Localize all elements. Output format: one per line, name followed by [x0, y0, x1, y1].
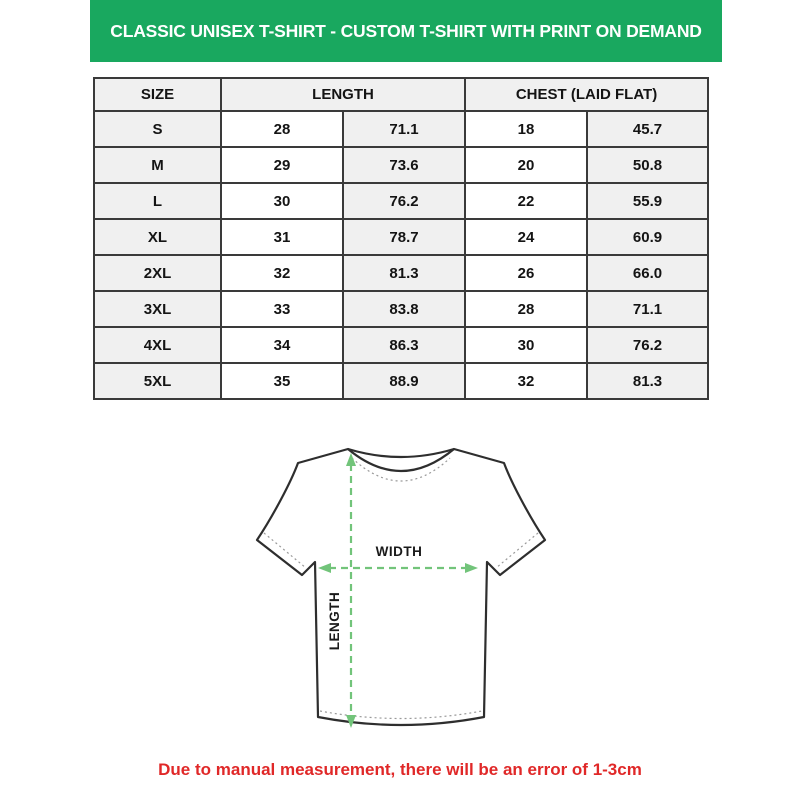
length-in-cell: 33 — [221, 291, 343, 327]
chest-cm-cell: 81.3 — [587, 363, 708, 399]
chest-in-cell: 32 — [465, 363, 587, 399]
column-header-size: SIZE — [94, 78, 221, 111]
width-arrow-label: WIDTH — [375, 544, 423, 559]
column-header-length: LENGTH — [221, 78, 465, 111]
length-in-cell: 35 — [221, 363, 343, 399]
size-table — [93, 77, 709, 400]
length-in-cell: 31 — [221, 219, 343, 255]
chest-in-cell: 28 — [465, 291, 587, 327]
table-row — [94, 147, 708, 183]
table-row — [94, 111, 708, 147]
length-in-cell: 30 — [221, 183, 343, 219]
table-row — [94, 219, 708, 255]
tshirt-diagram — [253, 440, 553, 752]
length-cm-cell: 86.3 — [343, 327, 465, 363]
length-cm-cell: 78.7 — [343, 219, 465, 255]
page-title: CLASSIC UNISEX T-SHIRT - CUSTOM T-SHIRT WITH PRINT ON DEMAND — [110, 20, 702, 41]
chest-in-cell: 18 — [465, 111, 587, 147]
chest-in-cell: 24 — [465, 219, 587, 255]
table-row — [94, 363, 708, 399]
size-cell: 4XL — [94, 327, 221, 363]
size-table-body — [94, 111, 708, 399]
chest-cm-cell: 50.8 — [587, 147, 708, 183]
size-cell: 5XL — [94, 363, 221, 399]
size-cell: M — [94, 147, 221, 183]
chest-cm-cell: 60.9 — [587, 219, 708, 255]
table-row — [94, 327, 708, 363]
chest-in-cell: 22 — [465, 183, 587, 219]
length-in-cell: 29 — [221, 147, 343, 183]
table-row — [94, 291, 708, 327]
length-cm-cell: 73.6 — [343, 147, 465, 183]
table-row — [94, 255, 708, 291]
chest-in-cell: 30 — [465, 327, 587, 363]
length-cm-cell: 83.8 — [343, 291, 465, 327]
tshirt-outline-icon — [257, 449, 545, 725]
table-header-row — [94, 78, 708, 111]
chest-cm-cell: 45.7 — [587, 111, 708, 147]
chest-cm-cell: 71.1 — [587, 291, 708, 327]
chest-in-cell: 26 — [465, 255, 587, 291]
chest-in-cell: 20 — [465, 147, 587, 183]
column-header-chest: CHEST (LAID FLAT) — [465, 78, 708, 111]
length-arrow-label: LENGTH — [327, 591, 342, 651]
chest-cm-cell: 76.2 — [587, 327, 708, 363]
table-row — [94, 183, 708, 219]
size-cell: 2XL — [94, 255, 221, 291]
length-cm-cell: 88.9 — [343, 363, 465, 399]
length-cm-cell: 81.3 — [343, 255, 465, 291]
size-cell: S — [94, 111, 221, 147]
banner — [90, 0, 722, 62]
size-cell: 3XL — [94, 291, 221, 327]
length-cm-cell: 71.1 — [343, 111, 465, 147]
size-cell: L — [94, 183, 221, 219]
chest-cm-cell: 66.0 — [587, 255, 708, 291]
length-in-cell: 34 — [221, 327, 343, 363]
length-cm-cell: 76.2 — [343, 183, 465, 219]
chest-cm-cell: 55.9 — [587, 183, 708, 219]
length-in-cell: 28 — [221, 111, 343, 147]
size-cell: XL — [94, 219, 221, 255]
length-in-cell: 32 — [221, 255, 343, 291]
measurement-error-note: Due to manual measurement, there will be an error of 1-3cm — [158, 760, 642, 779]
